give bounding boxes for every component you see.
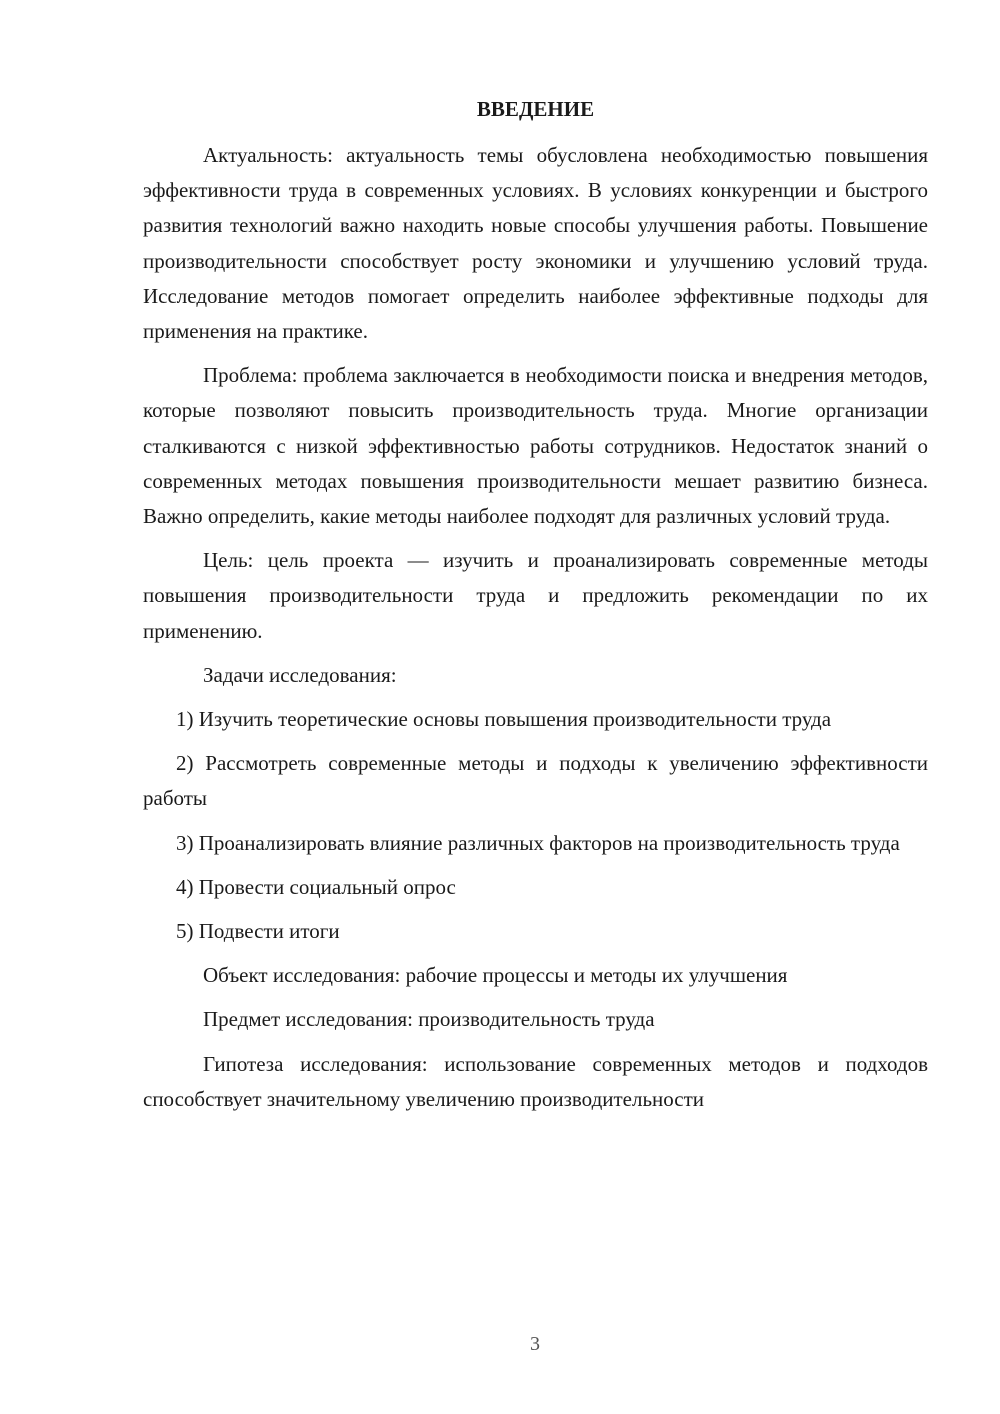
object-paragraph: Объект исследования: рабочие процессы и методы их улучшения bbox=[203, 963, 788, 988]
task-item-1: 1) Изучить теоретические основы повышения производительности труда bbox=[176, 707, 832, 732]
task-item-3: 3) Проанализировать влияние различных факторов на производительность труда bbox=[176, 830, 900, 855]
document-page bbox=[143, 94, 928, 1126]
task-item-5: 5) Подвести итоги bbox=[176, 919, 340, 944]
tasks-heading: Задачи исследования: bbox=[203, 662, 397, 687]
subject-paragraph: Предмет исследования: производительность труда bbox=[203, 1007, 655, 1032]
page-title: ВВЕДЕНИЕ bbox=[476, 97, 595, 121]
task-item-2: 2) Рассмотреть современные методы и подходы к увеличению эффективности работы bbox=[143, 751, 928, 811]
relevance-paragraph: Актуальность: актуальность темы обусловлена необходимостью повышения эффективности труда в современных условиях. В условиях конкуренции и быстрого развития технологий важно находить новые способы улучшения работы. Повышение производительности способствует росту экономики и улучшению условий труда. Исследование методов помогает определить наиболее эффективные подходы для применения на практике. bbox=[143, 143, 928, 344]
task-item-4: 4) Провести социальный опрос bbox=[176, 874, 456, 899]
problem-paragraph: Проблема: проблема заключается в необходимости поиска и внедрения методов, которые позволяют повысить производительность труда. Многие организации сталкиваются с низкой эффективностью работы сотрудников. Недостаток знаний о современных методах повышения производительности мешает развитию бизнеса. Важно определить, какие методы наиболее подходят для различных условий труда. bbox=[143, 363, 928, 529]
goal-paragraph: Цель: цель проекта — изучить и проанализировать современные методы повышения производительности труда и предложить рекомендации по их применению. bbox=[143, 548, 928, 643]
page-number: 3 bbox=[530, 1333, 540, 1355]
hypothesis-paragraph: Гипотеза исследования: использование современных методов и подходов способствует значительному увеличению производительности bbox=[143, 1051, 928, 1111]
